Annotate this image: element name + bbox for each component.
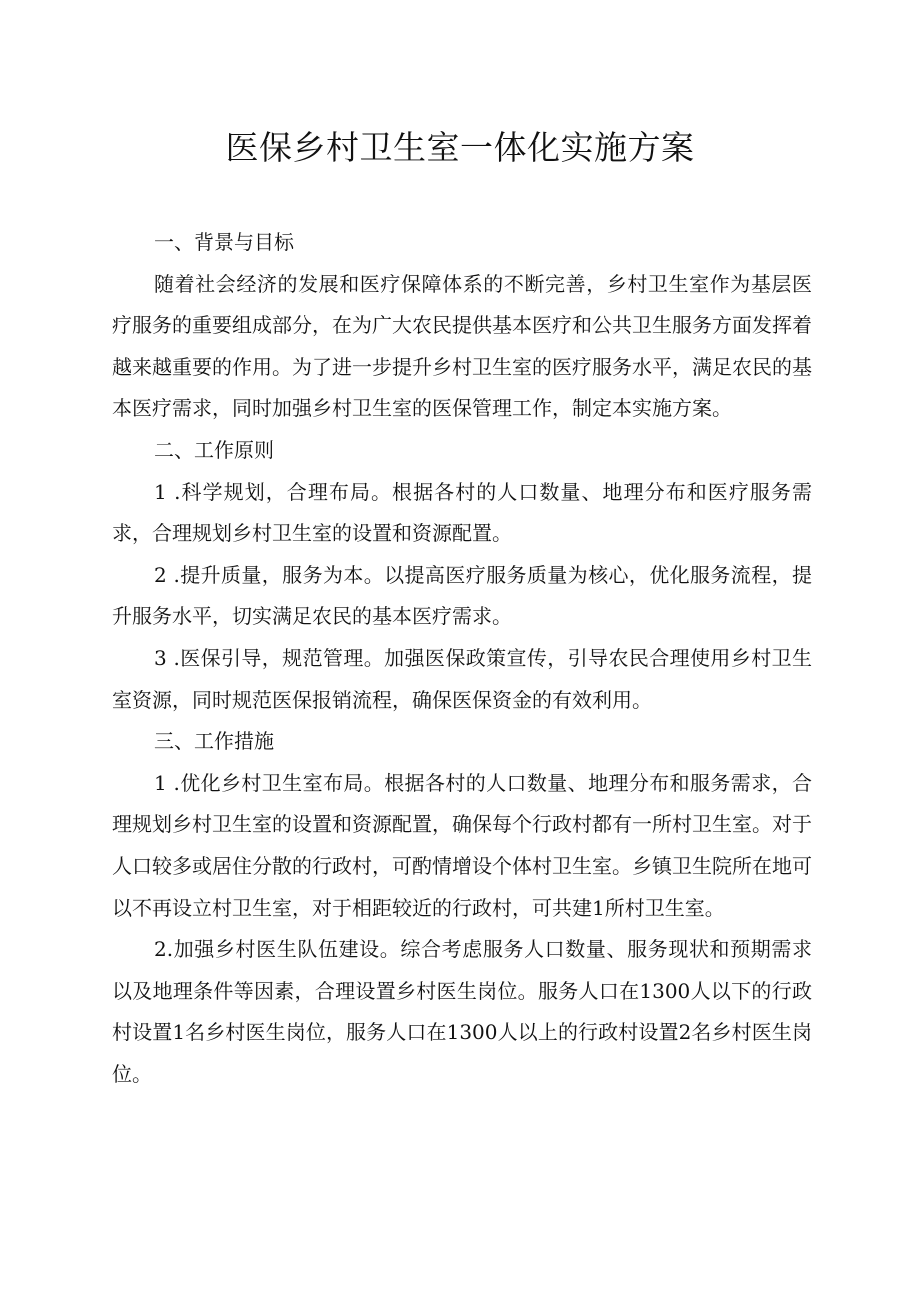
document-body	[112, 222, 812, 1095]
document-title: 医保乡村卫生室一体化实施方案	[225, 128, 695, 167]
section-heading-background: 一、背景与目标	[154, 230, 294, 254]
paragraph-principle-1: 1 .科学规划，合理布局。根据各村的人口数量、地理分布和医疗服务需求，合理规划乡村卫生室的设置和资源配置。	[112, 479, 812, 546]
paragraph-principle-2: 2 .提升质量，服务为本。以提高医疗服务质量为核心，优化服务流程，提升服务水平，切实满足农民的基本医疗需求。	[112, 562, 812, 629]
paragraph-measure-1: 1 .优化乡村卫生室布局。根据各村的人口数量、地理分布和服务需求，合理规划乡村卫生室的设置和资源配置，确保每个行政村都有一所村卫生室。对于人口较多或居住分散的行政村，可酌情增设个体村卫生室。乡镇卫生院所在地可以不再设立村卫生室，对于相距较近的行政村，可共建1所村卫生室。	[112, 770, 812, 920]
paragraph-principle-3: 3 .医保引导，规范管理。加强医保政策宣传，引导农民合理使用乡村卫生室资源，同时规范医保报销流程，确保医保资金的有效利用。	[112, 645, 812, 712]
section-heading-measures: 三、工作措施	[154, 729, 274, 754]
paragraph-background: 随着社会经济的发展和医疗保障体系的不断完善，乡村卫生室作为基层医疗服务的重要组成部分，在为广大农民提供基本医疗和公共卫生服务方面发挥着越来越重要的作用。为了进一步提升乡村卫生室的医疗服务水平，满足农民的基本医疗需求，同时加强乡村卫生室的医保管理工作，制定本实施方案。	[112, 271, 812, 421]
paragraph-measure-2: 2.加强乡村医生队伍建设。综合考虑服务人口数量、服务现状和预期需求以及地理条件等因素，合理设置乡村医生岗位。服务人口在1300人以下的行政村设置1名乡村医生岗位，服务人口在1300人以上的行政村设置2名乡村医生岗位。	[112, 937, 812, 1086]
section-heading-principles: 二、工作原则	[154, 437, 274, 462]
